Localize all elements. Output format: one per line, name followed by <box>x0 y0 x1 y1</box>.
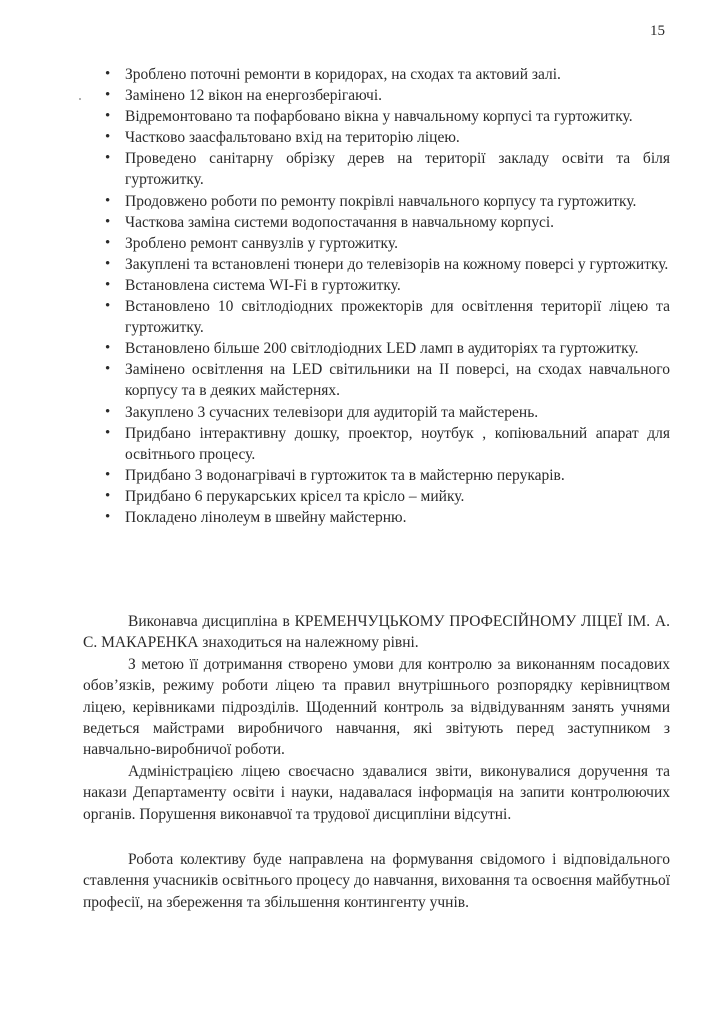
work-done-list <box>100 64 670 528</box>
list-item: • Часткова заміна системи водопостачання в навчальному корпусі. <box>100 212 670 233</box>
list-item: • Покладено лінолеум в швейну майстерню. <box>100 507 670 528</box>
list-item: • Частково заасфальтовано вхід на територію ліцею. <box>100 127 670 148</box>
paragraph-administration: Адміністрацією ліцею своєчасно здавалися звіти, виконувалися доручення та накази Департаменту освіти і науки, надавалася інформація на запити контролюючих органів. Порушення виконавчої та трудової дисципліни відсутні. <box>83 762 670 823</box>
list-item: • Відремонтовано та пофарбовано вікна у навчальному корпусі та гуртожитку. <box>100 106 670 127</box>
paragraph-discipline: Виконавча дисципліна в КРЕМЕНЧУЦЬКОМУ ПРОФЕСІЙНОМУ ЛІЦЕЇ ІМ. А. С. МАКАРЕНКА знаходиться на належному рівні. <box>83 613 670 652</box>
list-item: • Замінено освітлення на LED світильники на II поверсі, на сходах навчального корпусу та в деяких майстернях. <box>100 359 670 401</box>
list-item: • Придбано 3 водонагрівачі в гуртожиток та в майстерню перукарів. <box>100 465 670 486</box>
list-item: • Закуплено 3 сучасних телевізори для аудиторій та майстерень. <box>100 402 670 423</box>
page-number: 15 <box>650 23 665 39</box>
list-item: • Продовжено роботи по ремонту покрівлі навчального корпусу та гуртожитку. <box>100 191 670 212</box>
list-item: • Зроблено поточні ремонти в коридорах, на сходах та актовий залі. <box>100 64 670 85</box>
paragraph-control: З метою її дотримання створено умови для контролю за виконанням посадових обов’язків, режиму роботи ліцею та правил внутрішнього розпорядку керівництвом ліцею, керівниками підрозділів. Щоденний контроль за відвідуванням занять учнями ведеться майстрами виробничого навчання, які звітують перед заступником з навчально-виробничої роботи. <box>83 655 670 759</box>
list-item: • Встановлена система WI-Fi в гуртожитку. <box>100 275 670 296</box>
list-item: • Проведено санітарну обрізку дерев на території закладу освіти та біля гуртожитку. <box>100 148 670 190</box>
body-text <box>83 611 670 913</box>
list-item: • Придбано інтерактивну дошку, проектор, ноутбук , копіювальний апарат для освітнього процесу. <box>100 423 670 465</box>
list-item: • Придбано 6 перукарських крісел та крісло – мийку. <box>100 486 670 507</box>
list-item: • Встановлено 10 світлодіодних прожекторів для освітлення території ліцею та гуртожитку. <box>100 296 670 338</box>
list-item: • Зроблено ремонт санвузлів у гуртожитку. <box>100 233 670 254</box>
scan-speck <box>79 98 81 100</box>
paragraph-team-work: Робота колективу буде направлена на формування свідомого і відповідального ставлення учасників освітнього процесу до навчання, виховання та освоєння майбутньої професії, на збереження та збільшення контингенту учнів. <box>83 851 670 911</box>
list-item: • Встановлено більше 200 світлодіодних LED ламп в аудиторіях та гуртожитку. <box>100 338 670 359</box>
list-item: • Замінено 12 вікон на енергозберігаючі. <box>100 85 670 106</box>
list-item: • Закуплені та встановлені тюнери до телевізорів на кожному поверсі у гуртожитку. <box>100 254 670 275</box>
